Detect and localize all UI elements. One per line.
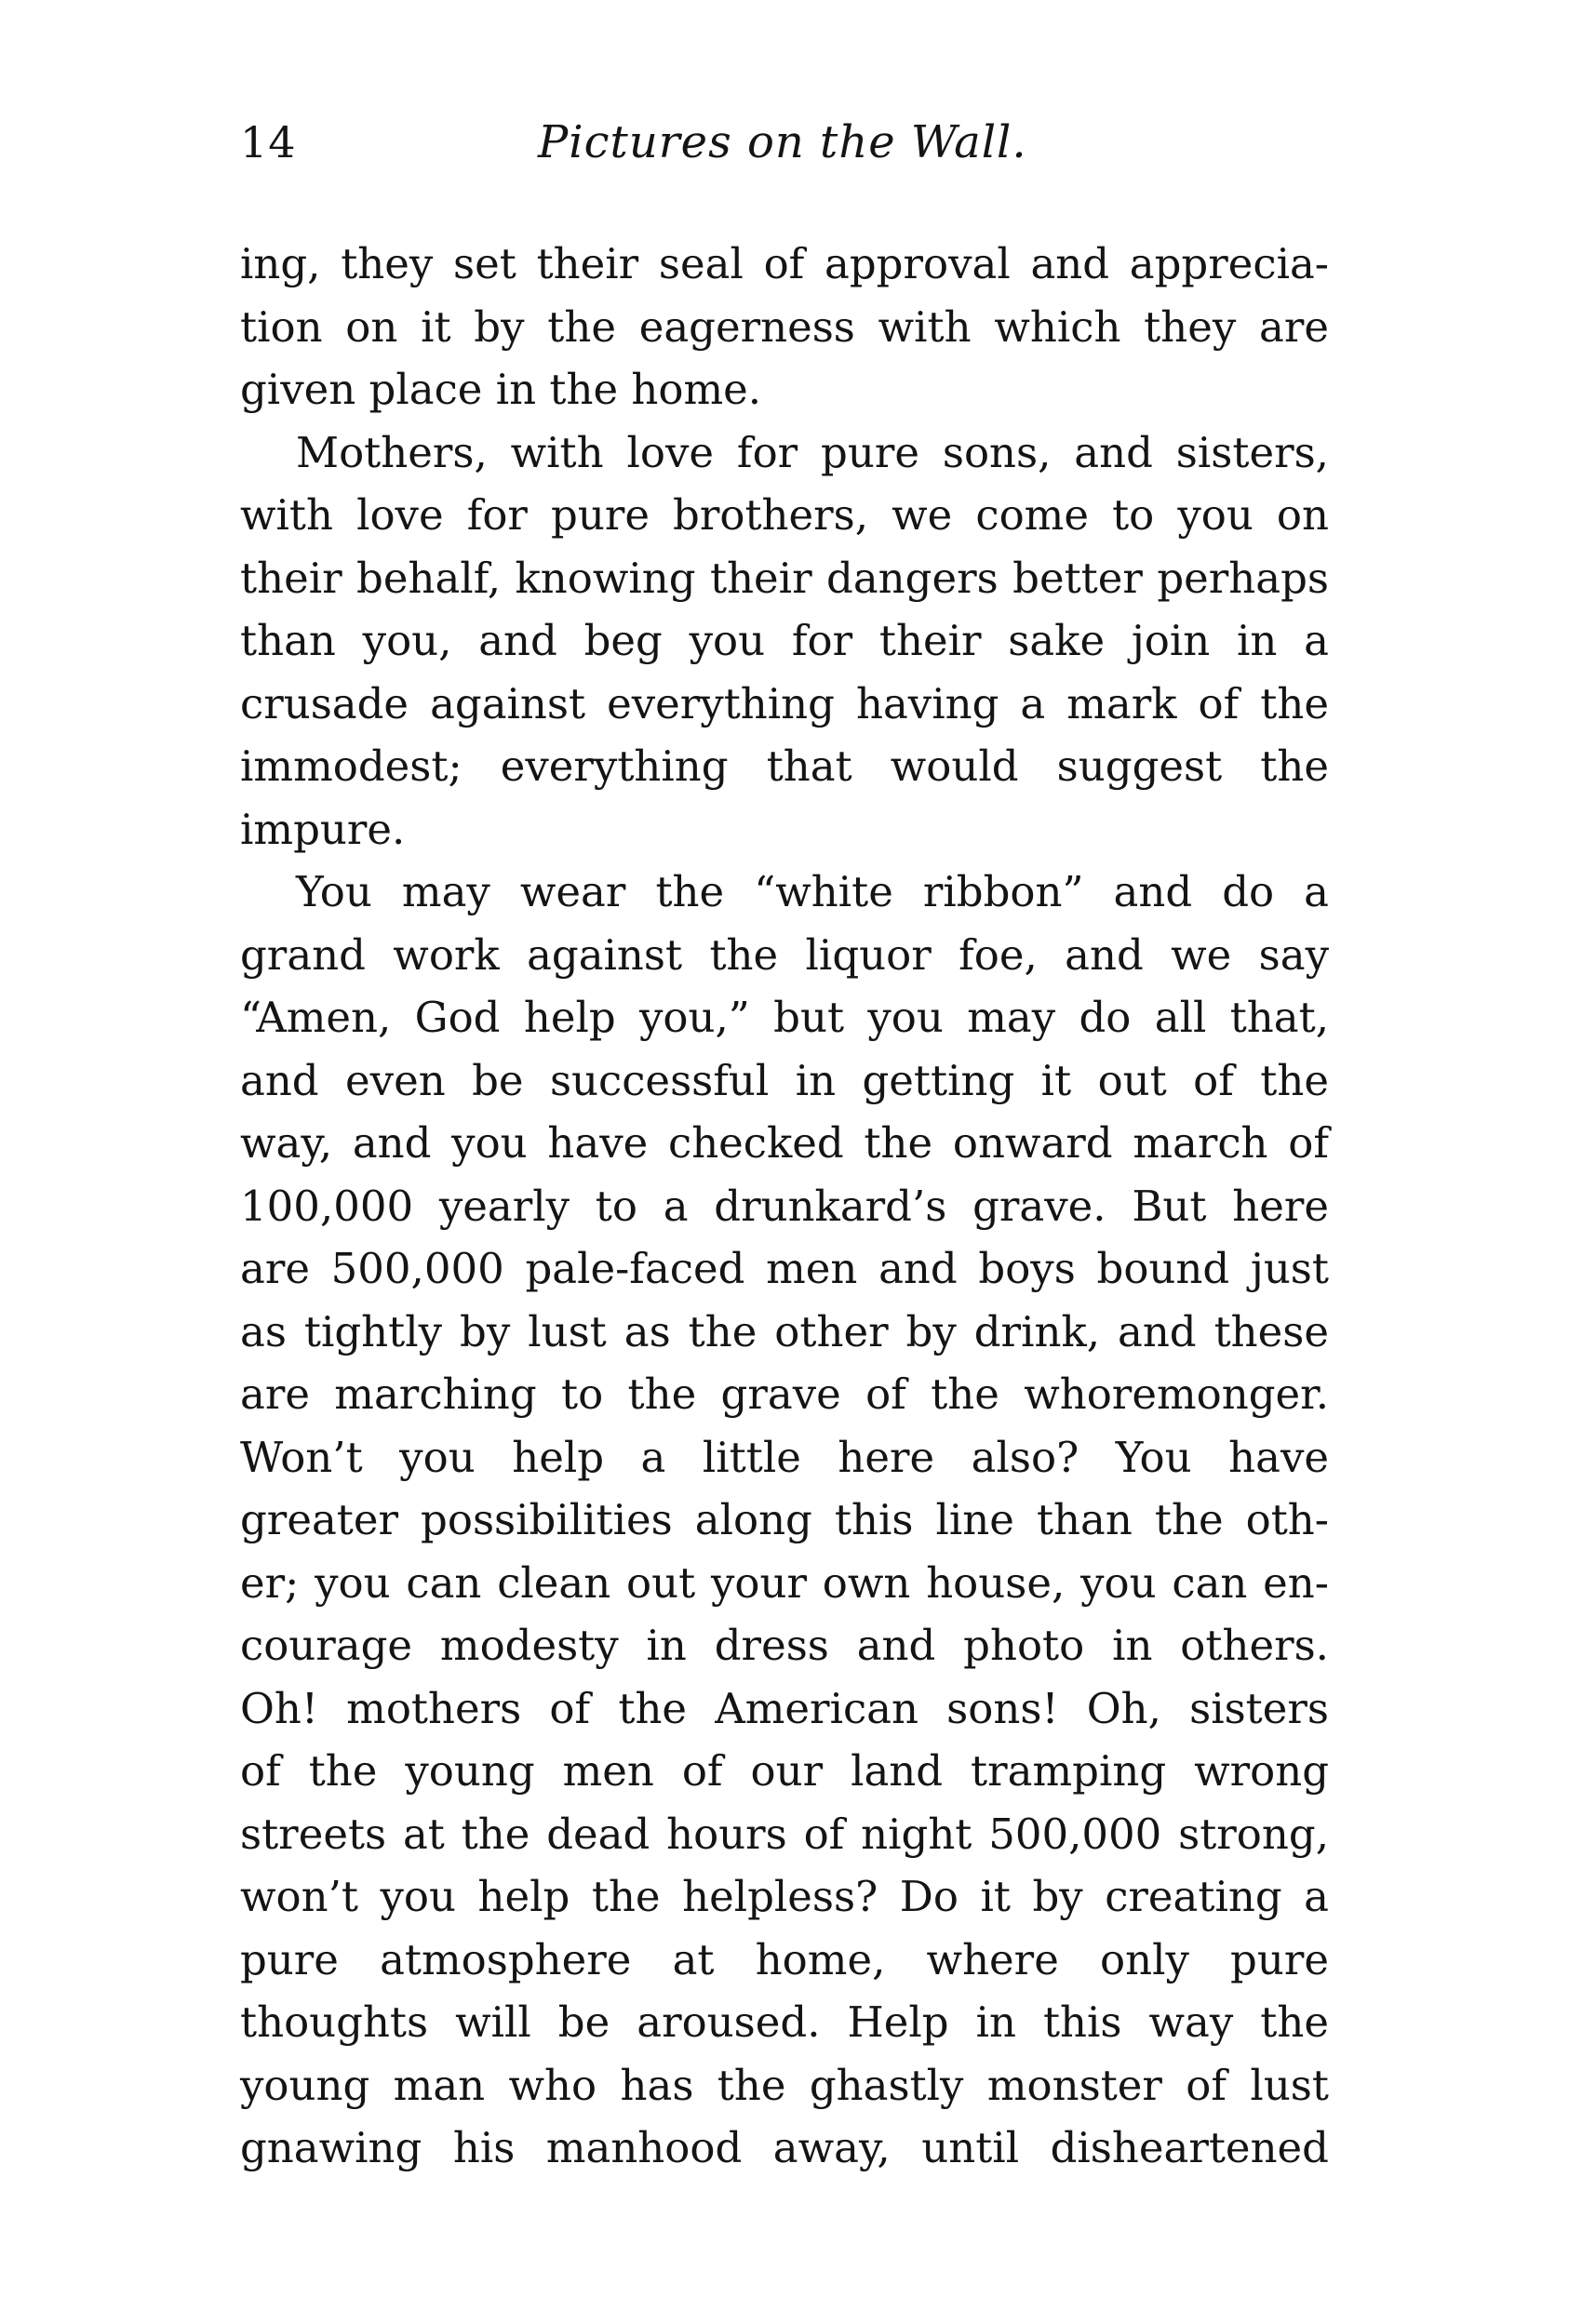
text-line: tion on it by the eagerness with which they are (240, 301, 1329, 352)
text-line: young man who has the ghastly monster of lust (240, 2060, 1329, 2110)
text-line: streets at the dead hours of night 500,000 strong, (240, 1809, 1329, 1859)
text-line: of the young men of our land tramping wrong (240, 1746, 1329, 1796)
text-line: than you, and beg you for their sake join in a (240, 616, 1329, 665)
text-line: thoughts will be aroused. Help in this way the (240, 1997, 1329, 2047)
text-line: You may wear the “white ribbon” and do a (296, 867, 1329, 916)
text-line: as tightly by lust as the other by drink, and these (240, 1306, 1329, 1356)
text-line: 100,000 yearly to a drunkard’s grave. But here (240, 1181, 1329, 1231)
text-line: ing, they set their seal of approval and apprecia- (240, 239, 1329, 288)
text-line: courage modesty in dress and photo in others. (240, 1621, 1329, 1670)
text-line: their behalf, knowing their dangers better perhaps (240, 553, 1329, 603)
text-line: way, and you have checked the onward march of (240, 1118, 1329, 1168)
text-line: won’t you help the helpless? Do it by creating a (240, 1872, 1329, 1921)
page-number: 14 (240, 117, 297, 167)
text-line: Won’t you help a little here also? You have (240, 1432, 1329, 1482)
page-header (240, 110, 1329, 175)
text-line: pure atmosphere at home, where only pure (240, 1934, 1329, 1984)
text-line: and even be successful in getting it out of the (240, 1055, 1329, 1105)
text-line: impure. (240, 804, 406, 854)
text-line: Mothers, with love for pure sons, and sisters, (296, 427, 1329, 477)
text-line: Oh! mothers of the American sons! Oh, sisters (240, 1683, 1329, 1733)
body-text (240, 233, 1329, 2180)
text-line: with love for pure brothers, we come to you on (240, 490, 1329, 540)
text-line: greater possibilities along this line than the oth- (240, 1495, 1329, 1544)
text-line: crusade against everything having a mark of the (240, 678, 1329, 728)
text-line: grand work against the liquor foe, and we say (240, 929, 1329, 980)
text-line: are marching to the grave of the whoremonger. (240, 1369, 1329, 1419)
text-line: are 500,000 pale-faced men and boys bound just (240, 1244, 1329, 1293)
text-line: immodest; everything that would suggest the (240, 741, 1329, 791)
text-line: given place in the home. (240, 365, 762, 414)
text-line: “Amen, God help you,” but you may do all that, (240, 993, 1329, 1042)
text-line: er; you can clean out your own house, you can en- (240, 1557, 1329, 1608)
text-line: gnawing his manhood away, until disheartened (240, 2123, 1329, 2172)
running-title: Pictures on the Wall. (538, 116, 1027, 168)
